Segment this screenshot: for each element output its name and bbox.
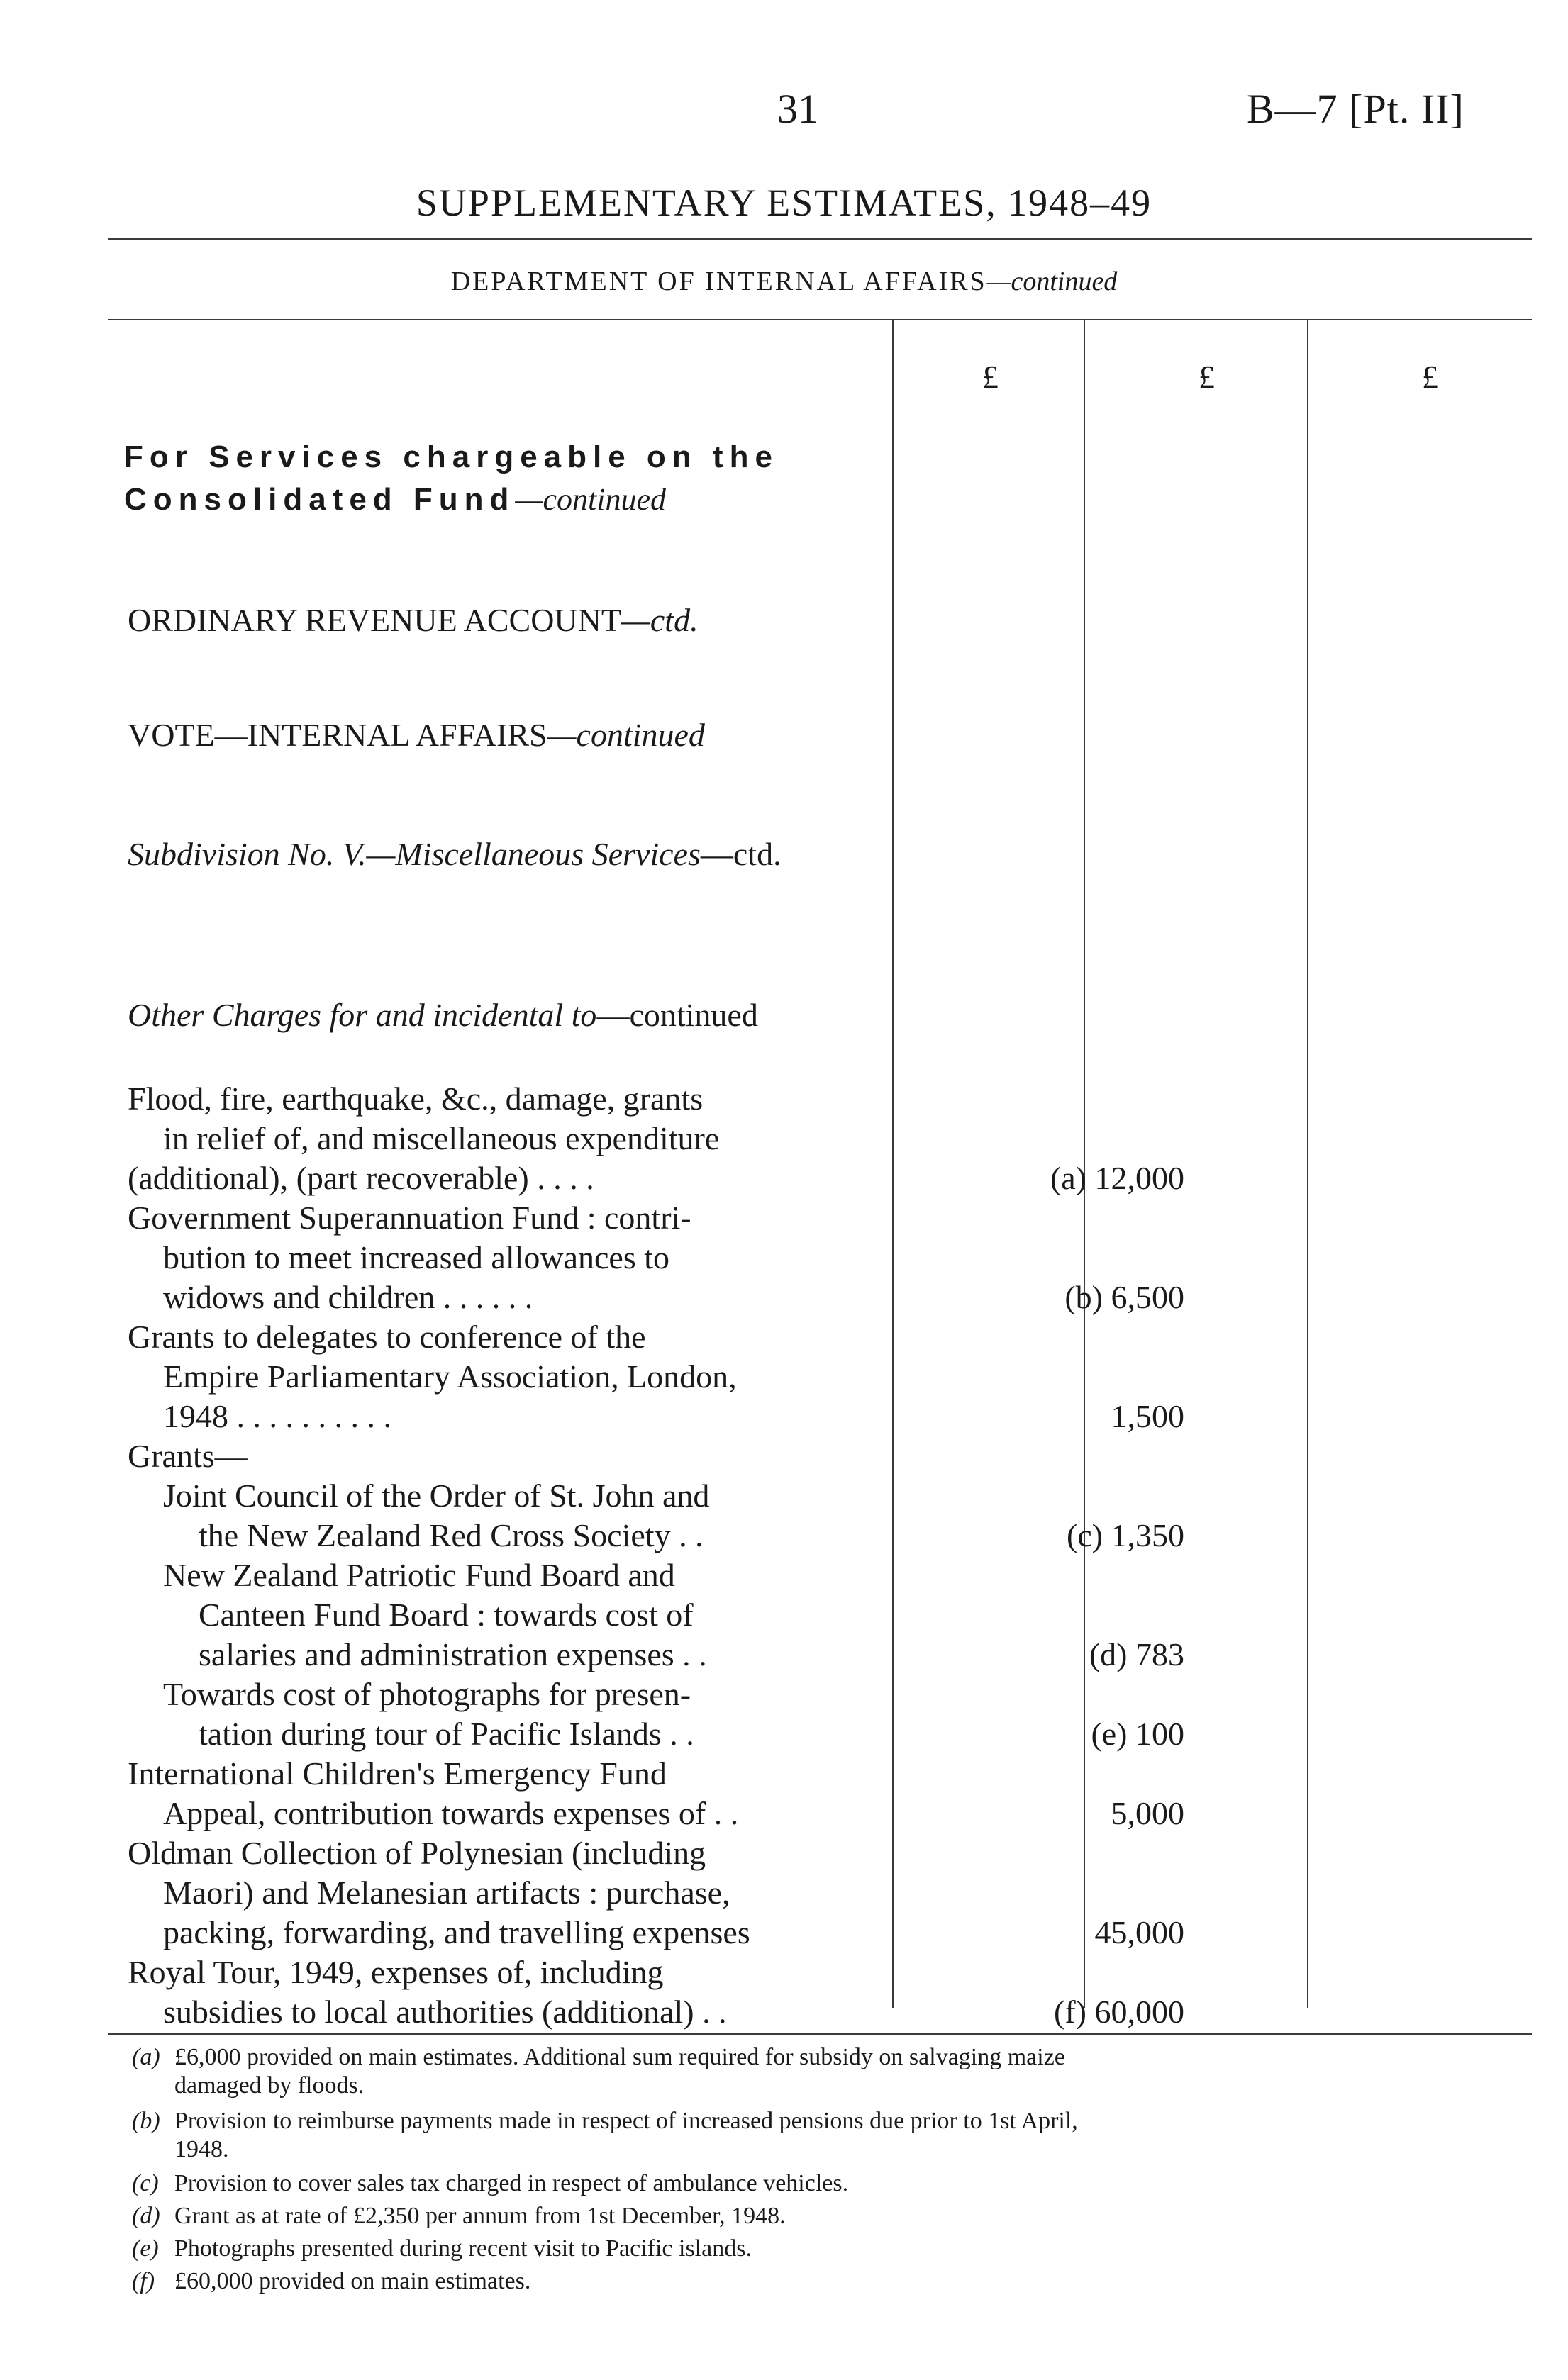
amount-joint-council: (c) 1,350 xyxy=(1066,1517,1184,1553)
footnote-e: (e) Photographs presented during recent visit to Pacific islands. xyxy=(132,2235,752,2262)
subdivision-heading: Subdivision No. V.—Miscellaneous Services—ctd. xyxy=(128,836,782,872)
amount-childrens-fund: 5,000 xyxy=(1111,1795,1184,1831)
document-reference: B—7 [Pt. II] xyxy=(1247,86,1464,132)
vote-heading: VOTE—INTERNAL AFFAIRS—continued xyxy=(128,717,705,753)
services-heading-suffix: —continued xyxy=(515,482,667,517)
amount-oldman-collection: 45,000 xyxy=(1094,1914,1184,1950)
page-number: 31 xyxy=(777,86,818,132)
footnote-d: (d) Grant as at rate of £2,350 per annum from 1st December, 1948. xyxy=(132,2203,786,2229)
column-header-pounds-2: £ xyxy=(1199,359,1215,395)
footnotes-rule xyxy=(108,2033,1532,2035)
amount-patriotic-fund: (d) 783 xyxy=(1089,1636,1184,1672)
department-rule xyxy=(108,319,1532,320)
column-header-pounds-3: £ xyxy=(1422,359,1438,395)
column-header-pounds-1: £ xyxy=(982,359,999,395)
page-title: SUPPLEMENTARY ESTIMATES, 1948–49 xyxy=(416,181,1152,224)
services-heading-line2: Consolidated Fund xyxy=(124,482,516,517)
title-rule xyxy=(108,238,1532,240)
amount-flood: (a) 12,000 xyxy=(1050,1160,1184,1196)
other-charges-heading: Other Charges for and incidental to—continued xyxy=(128,997,758,1033)
footnote-f: (f) £60,000 provided on main estimates. xyxy=(132,2268,531,2294)
amount-photographs: (e) 100 xyxy=(1091,1716,1184,1752)
department-name: DEPARTMENT OF INTERNAL AFFAIRS xyxy=(450,267,987,296)
amount-delegates: 1,500 xyxy=(1111,1398,1184,1434)
amount-royal-tour: (f) 60,000 xyxy=(1054,1994,1184,2030)
department-suffix: —continued xyxy=(986,267,1118,296)
services-heading xyxy=(124,436,779,521)
department-heading xyxy=(0,266,1568,297)
amount-superannuation: (b) 6,500 xyxy=(1064,1279,1184,1315)
column-divider-3 xyxy=(1307,320,1308,2008)
footnote-b: (b) Provision to reimburse payments made in respect of increased pensions due prior to 1st April, 1948. xyxy=(132,2108,1078,2162)
account-heading: ORDINARY REVENUE ACCOUNT—ctd. xyxy=(128,602,699,638)
footnote-a: (a) £6,000 provided on main estimates. Additional sum required for subsidy on salvaging maize damaged by floods. xyxy=(132,2044,1065,2099)
footnote-c: (c) Provision to cover sales tax charged in respect of ambulance vehicles. xyxy=(132,2170,849,2196)
services-heading-line1: For Services chargeable on the xyxy=(124,440,779,474)
